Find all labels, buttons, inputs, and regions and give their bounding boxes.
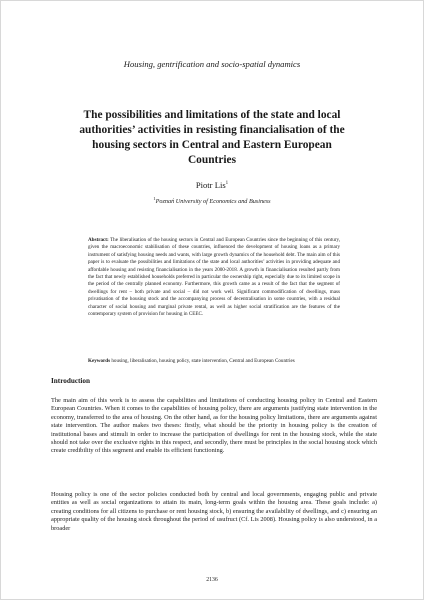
abstract-label: Abstract:: [88, 237, 109, 243]
abstract: [88, 237, 340, 318]
paper-title: The possibilities and limitations of the state and local authorities’ activities in resisting financialisation of the housing sectors in Central and Eastern European Countries: [79, 109, 345, 166]
author-name: Piotr Lis: [195, 180, 226, 190]
page-number: 2136: [206, 577, 218, 583]
abstract-text: The liberalisation of the housing sectors in Central and European Countries since the beginning of this century, given the macroeconomic stabilisation of these countries, influenced the development of housing loans as a primary instrument of satisfying housing needs and wants, with large growth dynamics of the household debt. The main aim of this paper is to evaluate the possibilities and limitations of the state and local authorities’ activities in providing adequate and affordable housing and resisting financialisation in the years 2000-2018. A growth in financialisation resulted partly from the fact that newly established households preferred in particular the ownership right, especially due to its limited scope in the period of the centrally planned economy. Furthermore, this growth came as a result of the fact that the segment of dwellings for rent – both private and social – did not work well. Significant commodification of dwellings, mass privatisation of the housing stock and the accompanying process of decentralisation in some countries, with a residual character of social housing and marginal private rental, as well as higher social stratification are the features of the contemporary system of provision for housing in CEEC.: [88, 237, 340, 318]
running-head: Housing, gentrification and socio-spatial dynamics: [123, 59, 301, 69]
keywords: [88, 358, 340, 365]
introduction-paragraph-1: The main aim of this work is to assess the capabilities and limitations of conducting housing policy in Central and Eastern European Countries. When it comes to the capabilities of housing policy, there are arguments justifying state intervention in the economy, transferred to the area of housing. On the other hand, as for the housing policy limitations, there are arguments against state intervention. The author makes two theses: firstly, what should be the priority in housing policy is the creation of institutional bases and stimuli in order to increase the participation of dwellings for rent in the housing stock, while the state should not take over the exclusive rights in this respect, and secondly, there must be principles in the social housing stock which create credibility of this segment and enable its efficient functioning.: [51, 397, 377, 455]
section-heading-introduction: Introduction: [51, 377, 91, 385]
affiliation-marker: 1: [153, 196, 156, 201]
keywords-label: Keywords: [88, 358, 111, 364]
affiliation-text: Poznań University of Economics and Business: [155, 198, 271, 206]
affiliation-line: [1, 196, 423, 205]
author-line: [1, 180, 423, 190]
introduction-paragraph-2: Housing policy is one of the sector policies conducted both by central and local governments, engaging public and private entities as well as social organizations to attain its main, long-term goals within the housing area. These goals include: a) creating conditions for all citizens to purchase or rent housing stock, b) ensuring the availability of dwellings, and c) ensuring an appropriate quality of the housing stock throughout the period of usufruct (Cf. Lis 2008). Housing policy is also understood, in a broader: [51, 491, 377, 532]
keywords-text: housing, liberalisation, housing policy, state intervention, Central and European Countries: [110, 358, 295, 364]
author-affiliation-marker: 1: [225, 181, 229, 187]
